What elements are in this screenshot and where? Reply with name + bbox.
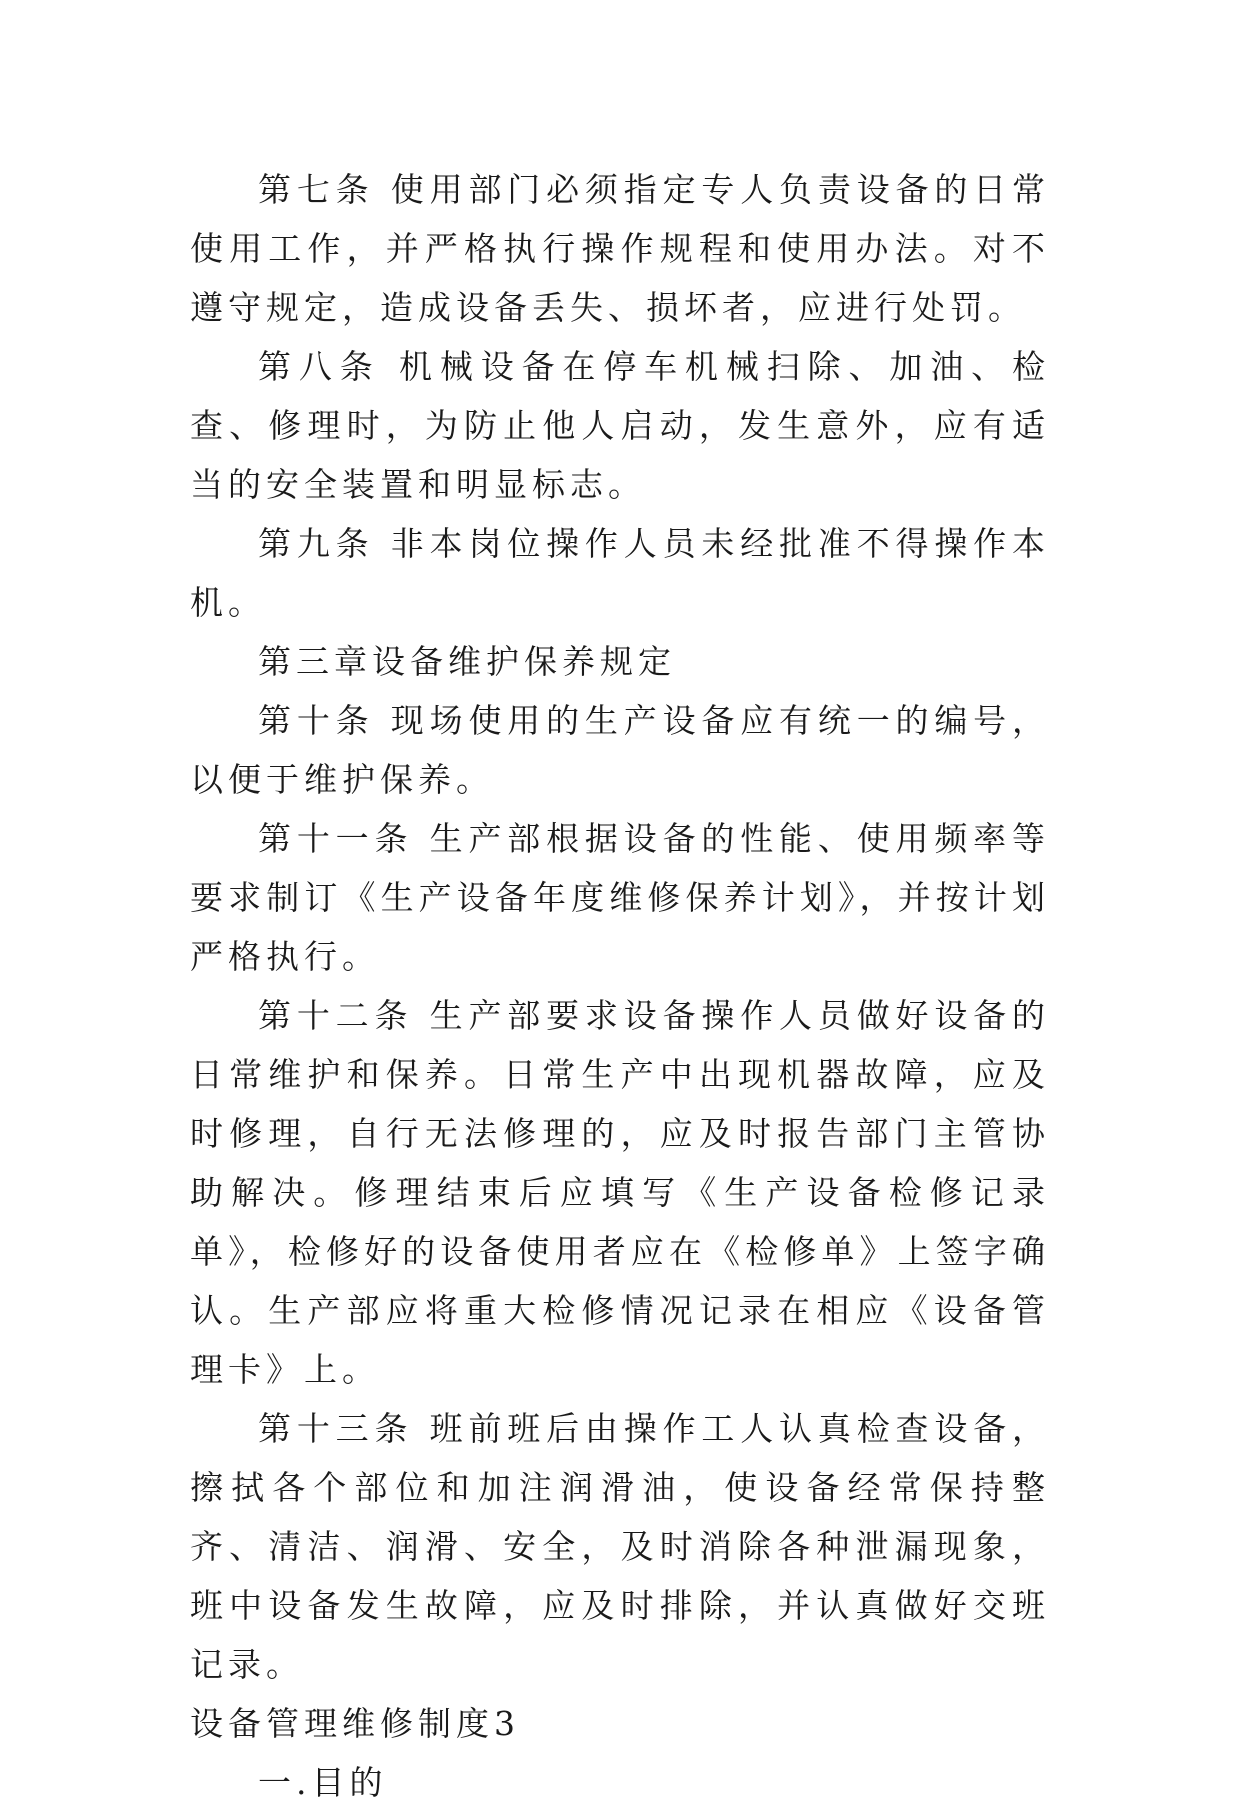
subsection-heading: 一.目的 (258, 1763, 388, 1802)
article-11-paragraph: 第十一条 生产部根据设备的性能、使用频率等要求制订《生产设备年度维修保养计划》，并按计划严格执行。 (190, 819, 1050, 976)
section-title: 设备管理维修制度3 (190, 1704, 520, 1743)
article-8-paragraph: 第八条 机械设备在停车机械扫除、加油、检查、修理时，为防止他人启动，发生意外，应有适当的安全装置和明显标志。 (190, 347, 1050, 504)
article-13-paragraph: 第十三条 班前班后由操作工人认真检查设备，擦拭各个部位和加注润滑油，使设备经常保持整齐、清洁、润滑、安全，及时消除各种泄漏现象，班中设备发生故障，应及时排除，并认真做好交班记录。 (190, 1409, 1050, 1684)
article-7-paragraph: 第七条 使用部门必须指定专人负责设备的日常使用工作，并严格执行操作规程和使用办法。对不遵守规定，造成设备丢失、损坏者，应进行处罚。 (190, 170, 1050, 327)
document-body (190, 160, 1050, 1812)
article-9-paragraph: 第九条 非本岗位操作人员未经批准不得操作本机。 (190, 524, 1050, 622)
chapter-3-heading: 第三章设备维护保养规定 (258, 642, 676, 681)
article-12-paragraph: 第十二条 生产部要求设备操作人员做好设备的日常维护和保养。日常生产中出现机器故障，应及时修理，自行无法修理的，应及时报告部门主管协助解决。修理结束后应填写《生产设备检修记录单》，检修好的设备使用者应在《检修单》上签字确认。生产部应将重大检修情况记录在相应《设备管理卡》上。 (190, 996, 1050, 1389)
article-10-paragraph: 第十条 现场使用的生产设备应有统一的编号，以便于维护保养。 (190, 701, 1050, 799)
